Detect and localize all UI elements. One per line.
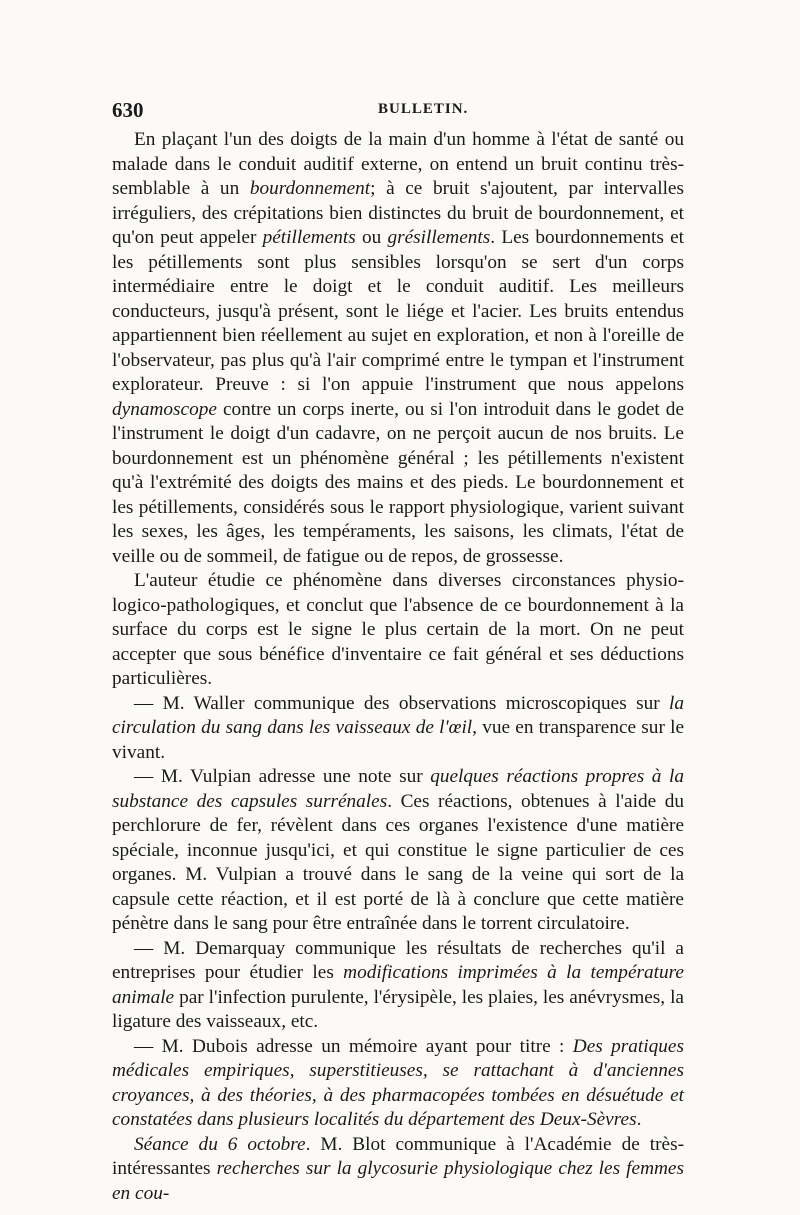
paragraph <box>112 765 684 937</box>
page-number: 630 <box>112 98 144 122</box>
italic-text: Des pratiques médicales empiriques, superstitieuses, se rattachant à d'anciennes croyances, à des théories, à des pharmacopées tombées en désuétude et constatées dans plusieurs localités du département des Deux-Sèvres <box>112 1035 684 1130</box>
text-run: par l'infection purulente, l'érysipèle, les plaies, les anévrysmes, la ligature des vaisseaux, etc. <box>112 986 684 1032</box>
text-run: — M. Dubois adresse un mémoire ayant pour titre : <box>134 1035 573 1057</box>
text-run: L'auteur étudie ce phénomène dans diverses circonstances physio-logico-pathologiques, et conclut que l'absence de ce bourdonnement à la surface du corps est le signe le plus certain de la mort. On ne peut accepter que sous bénéfice d'inventaire ce fait général et ses déductions particulières. <box>112 570 684 689</box>
italic-text: dynamoscope <box>112 398 217 420</box>
paragraph <box>112 1035 684 1133</box>
italic-text: grésillements <box>387 227 491 248</box>
text-run: ; à ce bruit s'ajoutent, par intervalles irréguliers, des crépitations bien distinctes du bruit de bourdonnement, et qu'on peut appeler <box>112 178 684 248</box>
italic-text: pétillements <box>262 227 356 248</box>
italic-text: Séance du 6 octobre <box>134 1133 306 1155</box>
italic-text: bourdonnement <box>249 178 371 199</box>
paragraph <box>112 569 684 692</box>
paragraph <box>112 1133 684 1207</box>
text-run: — M. Demarquay communique les résultats de recherches qu'il a entreprises pour étudier les <box>112 937 684 983</box>
text-run: . M. Blot communique à l'Académie de très-intéressantes <box>112 1133 684 1179</box>
paragraph <box>112 937 684 1035</box>
italic-text: la circulation du sang dans les vaisseaux de l'œil <box>112 692 684 738</box>
text-run: , vue en transparence sur le vivant. <box>112 717 684 763</box>
paragraph <box>112 692 684 766</box>
text-run: — M. Waller communique des observations microscopiques sur <box>134 692 669 714</box>
page-header <box>112 98 684 122</box>
text-run: En plaçant l'un des doigts de la main d'un homme à l'état de santé ou malade dans le conduit auditif externe, on entend un bruit continu très-semblable à un <box>112 129 684 199</box>
italic-text: recherches sur la glycosurie physiologique chez les femmes en cou- <box>112 1158 684 1204</box>
paragraph <box>112 128 684 569</box>
running-head: BULLETIN. <box>378 101 469 117</box>
text-run: contre un corps inerte, ou si l'on introduit dans le godet de l'instrument le doigt d'un cadavre, on ne perçoit aucun de nos bruits. Le bourdonnement est un phénomène général ; les pétillements n'existent qu'à l'extrémité des doigts des mains et des pieds. Le bourdonnement et les pétillements, considérés sous le rapport physiologique, varient suivant les sexes, les âges, les tempéraments, les saisons, les climats, l'état de veille ou de sommeil, de fatigue ou de repos, de grossesse. <box>112 398 684 567</box>
body-text <box>112 128 684 1206</box>
text-run: ou <box>355 227 388 248</box>
text-run: . Ces réactions, obtenues à l'aide du perchlorure de fer, révèlent dans ces organes l'existence d'une matière spéciale, inconnue jusqu'ici, et qui constitue le signe particulier de ces organes. M. Vulpian a trouvé dans le sang de la veine qui sort de la capsule cette réaction, et il est porté de là à conclure que cette matière pénètre dans le sang pour être entraînée dans le torrent circulatoire. <box>112 790 684 934</box>
text-run: . <box>636 1109 642 1130</box>
italic-text: modifications imprimées à la température animale <box>112 962 684 1008</box>
text-run: — M. Vulpian adresse une note sur <box>134 766 431 787</box>
italic-text: quelques réactions propres à la substance des capsules surrénales <box>112 766 684 812</box>
text-run: . Les bourdonnements et les pétillements sont plus sensibles lorsqu'on se sert d'un corps intermédiaire entre le doigt et le conduit auditif. Les meilleurs conducteurs, jusqu'à présent, sont le liége et l'acier. Les bruits entendus appartiennent bien réellement au sujet en exploration, et non à l'oreille de l'observateur, pas plus qu'à l'air comprimé entre le tympan et l'instrument explorateur. Preuve : si l'on appuie l'instrument que nous appelons <box>112 227 685 395</box>
